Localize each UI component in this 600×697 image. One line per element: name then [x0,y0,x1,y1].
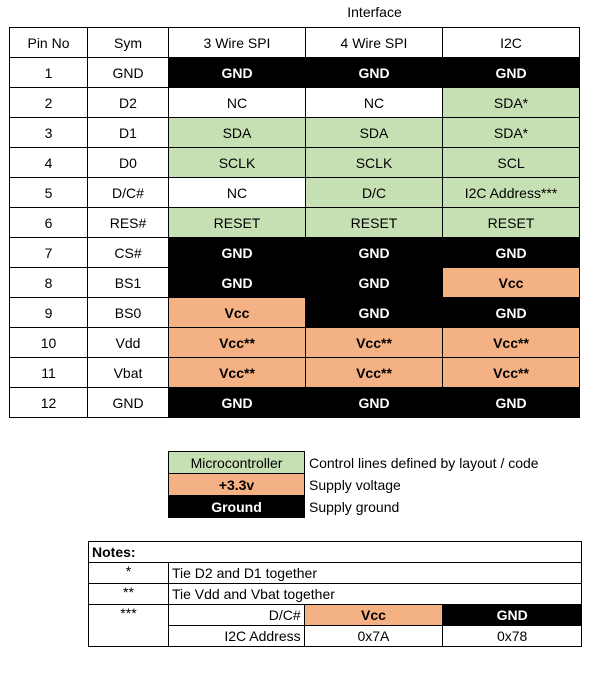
header-row [10,28,580,58]
legend-swatch-supply: +3.3v [169,474,305,496]
pin-number: 6 [10,208,88,238]
pin-number: 12 [10,388,88,418]
pin-symbol: D1 [88,118,169,148]
header-sym: Sym [88,28,169,58]
cell-4-wire-spi: GND [306,298,443,328]
table-row [10,268,580,298]
pin-number: 8 [10,268,88,298]
cell-3-wire-spi: NC [169,88,306,118]
pin-symbol: CS# [88,238,169,268]
pin-symbol: BS0 [88,298,169,328]
pin-symbol: D0 [88,148,169,178]
cell-i2c: SDA* [443,118,580,148]
pin-table [9,27,580,418]
cell-4-wire-spi: Vcc** [306,358,443,388]
table-row [10,388,580,418]
table-row [10,88,580,118]
pin-symbol: Vdd [88,328,169,358]
cell-3-wire-spi: GND [169,388,306,418]
cell-i2c: GND [443,58,580,88]
cell-i2c: Vcc** [443,328,580,358]
cell-3-wire-spi: SCLK [169,148,306,178]
cell-i2c: I2C Address*** [443,178,580,208]
pin-symbol: GND [88,388,169,418]
pin-number: 1 [10,58,88,88]
cell-4-wire-spi: GND [306,268,443,298]
table-row [10,178,580,208]
cell-3-wire-spi: GND [169,238,306,268]
cell-i2c: Vcc [443,268,580,298]
header-3-wire-spi: 3 Wire SPI [169,28,306,58]
note-key: *** [89,605,169,647]
cell-4-wire-spi: GND [306,388,443,418]
cell-4-wire-spi: SDA [306,118,443,148]
note-addr-7a: 0x7A [304,626,443,647]
pin-symbol: BS1 [88,268,169,298]
pin-symbol: D/C# [88,178,169,208]
cell-i2c: GND [443,298,580,328]
cell-i2c: RESET [443,208,580,238]
pin-number: 9 [10,298,88,328]
cell-4-wire-spi: Vcc** [306,328,443,358]
note-dc-gnd: GND [443,605,582,626]
note-addr-label: I2C Address [168,626,304,647]
table-row [10,328,580,358]
cell-4-wire-spi: NC [306,88,443,118]
header-4-wire-spi: 4 Wire SPI [306,28,443,58]
pin-number: 7 [10,238,88,268]
pin-number: 11 [10,358,88,388]
header-i2c: I2C [443,28,580,58]
table-row [10,148,580,178]
table-row [10,208,580,238]
legend-row [169,496,540,518]
legend-row [169,452,540,474]
note-key: ** [89,584,169,605]
legend-desc: Supply voltage [309,476,401,493]
notes-table [88,541,582,647]
cell-4-wire-spi: SCLK [306,148,443,178]
note-text: Tie Vdd and Vbat together [168,584,581,605]
pin-symbol: RES# [88,208,169,238]
pin-number: 4 [10,148,88,178]
cell-4-wire-spi: GND [306,58,443,88]
legend-row [169,474,540,496]
cell-i2c: Vcc** [443,358,580,388]
table-row [10,58,580,88]
table-row [10,358,580,388]
legend-swatch-microcontroller: Microcontroller [169,452,305,474]
legend-desc: Supply ground [309,498,400,515]
legend-desc: Control lines defined by layout / code [309,454,539,471]
cell-3-wire-spi: Vcc** [169,358,306,388]
note-dc-label: D/C# [168,605,304,626]
interface-label: Interface [347,4,402,20]
header-pin-no: Pin No [10,28,88,58]
table-row [10,298,580,328]
pin-number: 5 [10,178,88,208]
cell-3-wire-spi: Vcc** [169,328,306,358]
cell-4-wire-spi: RESET [306,208,443,238]
cell-3-wire-spi: SDA [169,118,306,148]
cell-3-wire-spi: RESET [169,208,306,238]
cell-i2c: GND [443,238,580,268]
legend-swatch-ground: Ground [169,496,305,518]
table-row [10,118,580,148]
table-row [10,238,580,268]
pin-symbol: Vbat [88,358,169,388]
pin-number: 10 [10,328,88,358]
cell-3-wire-spi: NC [169,178,306,208]
cell-i2c: SCL [443,148,580,178]
cell-3-wire-spi: Vcc [169,298,306,328]
note-dc-vcc: Vcc [304,605,443,626]
cell-i2c: GND [443,388,580,418]
cell-3-wire-spi: GND [169,268,306,298]
note-key: * [89,563,169,584]
pin-number: 3 [10,118,88,148]
pin-number: 2 [10,88,88,118]
notes-title: Notes: [89,542,582,563]
note-addr-78: 0x78 [443,626,582,647]
cell-3-wire-spi: GND [169,58,306,88]
note-text: Tie D2 and D1 together [168,563,581,584]
cell-4-wire-spi: D/C [306,178,443,208]
legend-table [168,451,540,518]
pin-symbol: D2 [88,88,169,118]
cell-i2c: SDA* [443,88,580,118]
cell-4-wire-spi: GND [306,238,443,268]
pin-symbol: GND [88,58,169,88]
